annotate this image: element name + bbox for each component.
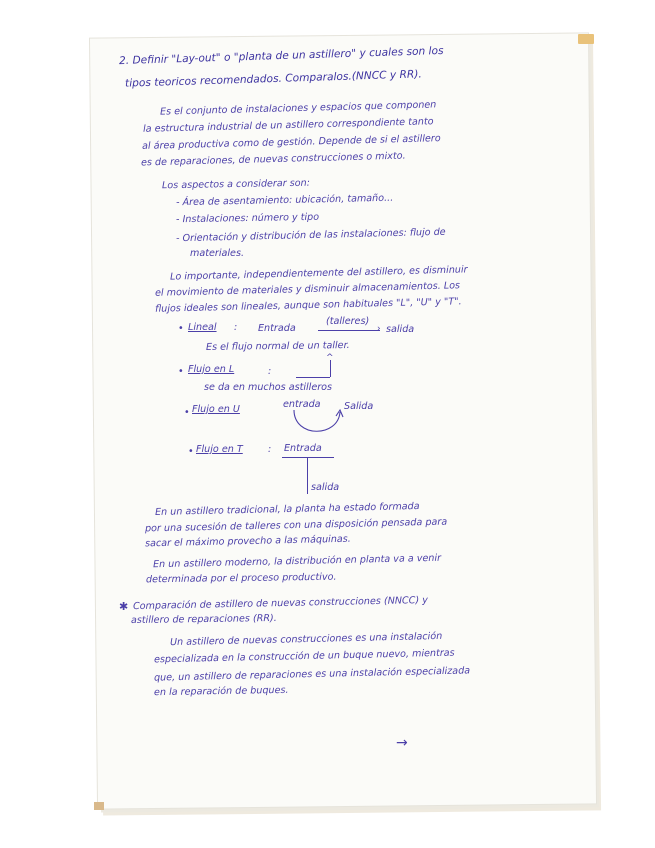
important-line-2: el movimiento de materiales y disminuir almacenamientos. Los — [154, 280, 461, 299]
flow-l-label: Flujo en L — [188, 364, 235, 375]
flow-t-stem — [307, 458, 308, 494]
important-line-3: flujos ideales son lineales, aunque son habituales "L", "U" y "T". — [154, 296, 462, 315]
flow-lineal-arrow-head: › — [377, 324, 381, 334]
intro-line-3: al área productiva como de gestión. Depende de si el astillero — [141, 133, 441, 152]
intro-line-4: es de reparaciones, de nuevas construcciones o mixto. — [140, 150, 406, 169]
modern-line-1: En un astillero moderno, la distribución en planta va a venir — [152, 552, 442, 571]
question-line-2: tipos teoricos recomendados. Comparalos.(NNCC y RR). — [124, 68, 422, 90]
flow-l-arrow-head: ^ — [326, 353, 334, 363]
flow-u-label: Flujo en U — [192, 404, 240, 415]
traditional-line-1: En un astillero tradicional, la planta ha estado formada — [154, 500, 420, 519]
flow-t-label: Flujo en T — [196, 444, 243, 455]
flow-u-curve — [290, 408, 350, 440]
traditional-line-2: por una sucesión de talleres con una disposición pensada para — [144, 516, 448, 535]
flow-t-entrada: Entrada — [284, 443, 322, 454]
flow-t-bullet: • — [188, 446, 194, 457]
comparison-marker: ✱ — [119, 600, 129, 613]
flow-t-top-bar — [282, 457, 334, 458]
intro-line-1: Es el conjunto de instalaciones y espacios que componen — [159, 99, 437, 118]
aspect-item-3: - Orientación y distribución de las instalaciones: flujo de — [175, 226, 446, 245]
question-line-1: 2. Definir "Lay-out" o "planta de un astillero" y cuales son los — [118, 44, 444, 68]
continue-arrow-icon: → — [396, 735, 408, 751]
traditional-line-3: sacar el máximo provecho a las máquinas. — [144, 533, 351, 550]
flow-lineal-talleres: (talleres) — [326, 316, 370, 327]
comparison-heading-line-1: Comparación de astillero de nuevas construcciones (NNCC) y — [132, 594, 428, 613]
flow-lineal-note: Es el flujo normal de un taller. — [205, 339, 350, 354]
flow-lineal-salida: salida — [386, 324, 415, 335]
comparison-heading-line-2: astillero de reparaciones (RR). — [130, 612, 277, 627]
flow-lineal-entrada: Entrada — [258, 323, 296, 334]
aspect-item-2: - Instalaciones: número y tipo — [175, 211, 320, 226]
flow-l-note: se da en muchos astilleros — [204, 382, 333, 393]
flow-lineal-label: Lineal — [188, 322, 217, 333]
comparison-body-line-4: en la reparación de buques. — [153, 684, 289, 699]
handwritten-content: 2. Definir "Lay-out" o "planta de un astillero" y cuales son los tipos teoricos recomendados. Comparalos.(NNCC y RR). Es el conjunto de instalaciones y espacios que componen la estructura industrial de un astillero correspondiente tanto al área productiva como de gestión. Depende de si el astillero es de reparaciones, de nuevas construcciones o mixto. Los aspectos a considerar son: - Área de asentamiento: ubicación, tamaño... - Instalaciones: número y tipo - Orientación y distribución de las instalaciones: flujo de materiales. Lo importante, independientemente del astillero, es disminuir el movimiento de materiales y disminuir almacenamientos. Los flujos ideales son lineales, aunque son habituales "L", "U" y "T". • Lineal : Entrada (talleres) › salida Es el flujo normal de un taller. • Flujo en L : ^ se da en muchos astilleros • Flujo en U entrada Salida • Flujo en T : Entrada salida En un astillero tradicional, la planta ha estado formada por una sucesión de talleres con una disposición pensada para sacar el máximo provecho a las máquinas. En un astillero moderno, la distribución en planta va a venir determinada por el proceso productivo. ✱ Comparación de astillero de nuevas construcciones (NNCC) y astillero de reparaciones (RR). Un astillero de nuevas construcciones es una instalación especializada en la construcción de un buque nuevo, mientras que, un astillero de reparaciones es una instalación especializada en la reparación de buques. → — [118, 44, 471, 751]
flow-t-salida: salida — [311, 482, 340, 493]
aspects-lead: Los aspectos a considerar son: — [161, 177, 310, 192]
flow-u-salida: Salida — [344, 401, 374, 412]
important-line-1: Lo importante, independientemente del astillero, es disminuir — [169, 264, 468, 283]
comparison-body-line-1: Un astillero de nuevas construcciones es una instalación — [169, 630, 443, 649]
comparison-body-line-2: especializada en la construcción de un buque nuevo, mientras — [153, 647, 455, 666]
flow-l-horizontal — [296, 377, 330, 378]
aspect-item-1: - Área de asentamiento: ubicación, tamaño... — [175, 192, 394, 209]
intro-line-2: la estructura industrial de un astillero correspondiente tanto — [142, 116, 434, 135]
flow-l-bullet: • — [178, 366, 184, 377]
flow-u-entrada: entrada — [283, 399, 321, 410]
flow-lineal-arrow-line — [318, 330, 380, 331]
flow-u-bullet: • — [184, 407, 190, 418]
flow-lineal-bullet: • — [178, 323, 184, 334]
aspect-item-4: materiales. — [190, 248, 244, 259]
comparison-body-line-3: que, un astillero de reparaciones es una instalación especializada — [153, 665, 471, 684]
modern-line-2: determinada por el proceso productivo. — [145, 571, 337, 586]
